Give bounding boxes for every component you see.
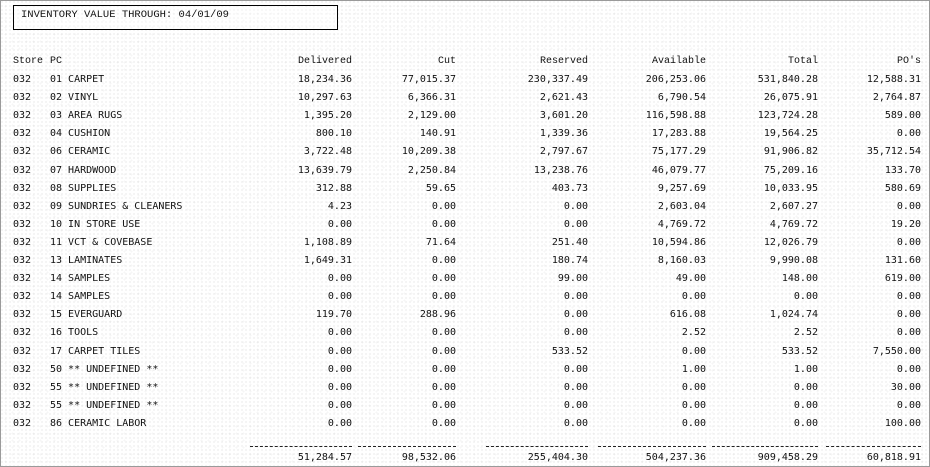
- table-row: [0, 198, 930, 216]
- cell-product-code: 86 CERAMIC LABOR: [50, 418, 147, 429]
- table-row: [0, 234, 930, 252]
- cell-total: 0.00: [793, 291, 818, 302]
- cell-cut: 0.00: [431, 273, 456, 284]
- cell-store: 032: [13, 327, 32, 338]
- cell-total: 0.00: [793, 400, 818, 411]
- total-available: 504,237.36: [645, 452, 706, 463]
- cell-available: 75,177.29: [651, 146, 706, 157]
- cell-pos: 30.00: [890, 382, 921, 393]
- table-row: [0, 288, 930, 306]
- cell-pos: 589.00: [884, 110, 921, 121]
- cell-cut: 0.00: [431, 364, 456, 375]
- column-header-pc: PC: [50, 56, 63, 67]
- cell-store: 032: [13, 291, 32, 302]
- totals-rule-cut: [358, 446, 456, 447]
- cell-pos: 619.00: [884, 273, 921, 284]
- cell-cut: 2,250.84: [407, 165, 456, 176]
- cell-pos: 7,550.00: [872, 346, 921, 357]
- cell-product-code: 16 TOOLS: [50, 327, 99, 338]
- cell-available: 0.00: [681, 382, 706, 393]
- cell-available: 206,253.06: [645, 74, 706, 85]
- total-reserved: 255,404.30: [527, 452, 588, 463]
- cell-reserved: 0.00: [563, 364, 588, 375]
- cell-store: 032: [13, 146, 32, 157]
- cell-store: 032: [13, 255, 32, 266]
- cell-delivered: 10,297.63: [297, 92, 352, 103]
- cell-total: 12,026.79: [763, 237, 818, 248]
- cell-reserved: 0.00: [563, 382, 588, 393]
- cell-pos: 100.00: [884, 418, 921, 429]
- total-total: 909,458.29: [757, 452, 818, 463]
- cell-product-code: 01 CARPET: [50, 74, 105, 85]
- cell-reserved: 0.00: [563, 291, 588, 302]
- column-header-store: Store: [13, 56, 44, 67]
- cell-total: 10,033.95: [763, 183, 818, 194]
- cell-total: 9,990.08: [769, 255, 818, 266]
- totals-rule-pos: [826, 446, 921, 447]
- cell-product-code: 14 SAMPLES: [50, 291, 111, 302]
- cell-delivered: 0.00: [327, 382, 352, 393]
- cell-pos: 0.00: [896, 364, 921, 375]
- cell-available: 49.00: [675, 273, 706, 284]
- cell-product-code: 06 CERAMIC: [50, 146, 111, 157]
- cell-delivered: 0.00: [327, 327, 352, 338]
- cell-reserved: 403.73: [551, 183, 588, 194]
- cell-product-code: 17 CARPET TILES: [50, 346, 141, 357]
- column-header-pos: PO's: [896, 56, 921, 67]
- cell-cut: 0.00: [431, 327, 456, 338]
- column-header-total: Total: [787, 56, 818, 67]
- cell-product-code: 03 AREA RUGS: [50, 110, 123, 121]
- cell-total: 1.00: [793, 364, 818, 375]
- totals-rule-available: [598, 446, 706, 447]
- cell-cut: 0.00: [431, 418, 456, 429]
- cell-total: 0.00: [793, 382, 818, 393]
- cell-product-code: 55 ** UNDEFINED **: [50, 400, 159, 411]
- cell-delivered: 0.00: [327, 219, 352, 230]
- cell-product-code: 55 ** UNDEFINED **: [50, 382, 159, 393]
- cell-product-code: 11 VCT & COVEBASE: [50, 237, 153, 248]
- table-row: [0, 306, 930, 324]
- cell-cut: 0.00: [431, 255, 456, 266]
- cell-reserved: 0.00: [563, 201, 588, 212]
- cell-reserved: 2,621.43: [539, 92, 588, 103]
- cell-store: 032: [13, 309, 32, 320]
- cell-delivered: 3,722.48: [303, 146, 352, 157]
- cell-delivered: 13,639.79: [297, 165, 352, 176]
- cell-product-code: 14 SAMPLES: [50, 273, 111, 284]
- cell-delivered: 0.00: [327, 273, 352, 284]
- total-delivered: 51,284.57: [297, 452, 352, 463]
- cell-total: 123,724.28: [757, 110, 818, 121]
- cell-store: 032: [13, 92, 32, 103]
- cell-store: 032: [13, 128, 32, 139]
- table-row: [0, 379, 930, 397]
- cell-total: 2,607.27: [769, 201, 818, 212]
- column-header-reserved: Reserved: [539, 56, 588, 67]
- cell-total: 148.00: [781, 273, 818, 284]
- cell-total: 75,209.16: [763, 165, 818, 176]
- cell-store: 032: [13, 110, 32, 121]
- cell-product-code: 09 SUNDRIES & CLEANERS: [50, 201, 183, 212]
- cell-pos: 0.00: [896, 309, 921, 320]
- cell-reserved: 1,339.36: [539, 128, 588, 139]
- table-row: [0, 252, 930, 270]
- cell-available: 0.00: [681, 400, 706, 411]
- cell-available: 0.00: [681, 291, 706, 302]
- cell-total: 1,024.74: [769, 309, 818, 320]
- cell-store: 032: [13, 418, 32, 429]
- cell-pos: 19.20: [890, 219, 921, 230]
- cell-available: 2,603.04: [657, 201, 706, 212]
- cell-total: 533.52: [781, 346, 818, 357]
- column-header-delivered: Delivered: [297, 56, 352, 67]
- cell-cut: 140.91: [419, 128, 456, 139]
- cell-reserved: 99.00: [557, 273, 588, 284]
- cell-available: 2.52: [681, 327, 706, 338]
- cell-delivered: 0.00: [327, 291, 352, 302]
- cell-available: 116,598.88: [645, 110, 706, 121]
- cell-reserved: 251.40: [551, 237, 588, 248]
- cell-pos: 2,764.87: [872, 92, 921, 103]
- cell-reserved: 533.52: [551, 346, 588, 357]
- table-row: [0, 270, 930, 288]
- cell-cut: 0.00: [431, 400, 456, 411]
- cell-delivered: 4.23: [327, 201, 352, 212]
- cell-store: 032: [13, 74, 32, 85]
- cell-pos: 12,588.31: [866, 74, 921, 85]
- cell-store: 032: [13, 273, 32, 284]
- cell-pos: 0.00: [896, 128, 921, 139]
- table-row: [0, 71, 930, 89]
- cell-available: 10,594.86: [651, 237, 706, 248]
- cell-available: 0.00: [681, 346, 706, 357]
- cell-delivered: 0.00: [327, 346, 352, 357]
- cell-product-code: 07 HARDWOOD: [50, 165, 117, 176]
- cell-cut: 6,366.31: [407, 92, 456, 103]
- cell-delivered: 119.70: [315, 309, 352, 320]
- cell-total: 91,906.82: [763, 146, 818, 157]
- cell-total: 2.52: [793, 327, 818, 338]
- cell-total: 26,075.91: [763, 92, 818, 103]
- cell-pos: 133.70: [884, 165, 921, 176]
- cell-store: 032: [13, 201, 32, 212]
- cell-product-code: 08 SUPPLIES: [50, 183, 117, 194]
- total-pos: 60,818.91: [866, 452, 921, 463]
- cell-pos: 0.00: [896, 237, 921, 248]
- report-title: INVENTORY VALUE THROUGH: 04/01/09: [13, 5, 338, 30]
- cell-reserved: 230,337.49: [527, 74, 588, 85]
- cell-reserved: 13,238.76: [533, 165, 588, 176]
- cell-store: 032: [13, 382, 32, 393]
- cell-reserved: 0.00: [563, 309, 588, 320]
- cell-delivered: 0.00: [327, 418, 352, 429]
- table-row: [0, 324, 930, 342]
- totals-rule-reserved: [486, 446, 588, 447]
- cell-available: 616.08: [669, 309, 706, 320]
- cell-cut: 0.00: [431, 346, 456, 357]
- cell-pos: 0.00: [896, 201, 921, 212]
- totals-rule-total: [712, 446, 818, 447]
- cell-store: 032: [13, 165, 32, 176]
- cell-delivered: 800.10: [315, 128, 352, 139]
- cell-available: 46,079.77: [651, 165, 706, 176]
- cell-delivered: 1,395.20: [303, 110, 352, 121]
- cell-reserved: 3,601.20: [539, 110, 588, 121]
- cell-available: 9,257.69: [657, 183, 706, 194]
- totals-row: [0, 449, 930, 467]
- cell-cut: 0.00: [431, 219, 456, 230]
- total-cut: 98,532.06: [401, 452, 456, 463]
- cell-cut: 71.64: [425, 237, 456, 248]
- cell-total: 19,564.25: [763, 128, 818, 139]
- cell-cut: 77,015.37: [401, 74, 456, 85]
- cell-reserved: 0.00: [563, 400, 588, 411]
- table-row: [0, 415, 930, 433]
- cell-available: 1.00: [681, 364, 706, 375]
- cell-product-code: 50 ** UNDEFINED **: [50, 364, 159, 375]
- cell-product-code: 13 LAMINATES: [50, 255, 123, 266]
- cell-pos: 0.00: [896, 291, 921, 302]
- table-row: [0, 107, 930, 125]
- cell-store: 032: [13, 400, 32, 411]
- cell-cut: 0.00: [431, 291, 456, 302]
- cell-store: 032: [13, 237, 32, 248]
- cell-pos: 0.00: [896, 327, 921, 338]
- column-header-row: [0, 53, 930, 71]
- cell-pos: 35,712.54: [866, 146, 921, 157]
- cell-store: 032: [13, 183, 32, 194]
- cell-available: 4,769.72: [657, 219, 706, 230]
- table-row: [0, 125, 930, 143]
- cell-pos: 131.60: [884, 255, 921, 266]
- cell-cut: 0.00: [431, 201, 456, 212]
- cell-store: 032: [13, 364, 32, 375]
- cell-available: 6,790.54: [657, 92, 706, 103]
- table-row: [0, 343, 930, 361]
- cell-reserved: 0.00: [563, 418, 588, 429]
- table-row: [0, 361, 930, 379]
- cell-product-code: 02 VINYL: [50, 92, 99, 103]
- table-row: [0, 162, 930, 180]
- cell-total: 531,840.28: [757, 74, 818, 85]
- cell-total: 4,769.72: [769, 219, 818, 230]
- cell-product-code: 10 IN STORE USE: [50, 219, 141, 230]
- cell-store: 032: [13, 219, 32, 230]
- cell-pos: 0.00: [896, 400, 921, 411]
- cell-reserved: 180.74: [551, 255, 588, 266]
- cell-delivered: 312.88: [315, 183, 352, 194]
- table-row: [0, 89, 930, 107]
- cell-available: 0.00: [681, 418, 706, 429]
- cell-reserved: 0.00: [563, 327, 588, 338]
- cell-total: 0.00: [793, 418, 818, 429]
- table-row: [0, 397, 930, 415]
- cell-reserved: 2,797.67: [539, 146, 588, 157]
- cell-available: 8,160.03: [657, 255, 706, 266]
- table-row: [0, 143, 930, 161]
- cell-delivered: 18,234.36: [297, 74, 352, 85]
- column-header-available: Available: [651, 56, 706, 67]
- cell-reserved: 0.00: [563, 219, 588, 230]
- cell-cut: 2,129.00: [407, 110, 456, 121]
- cell-available: 17,283.88: [651, 128, 706, 139]
- column-header-cut: Cut: [437, 56, 456, 67]
- table-row: [0, 216, 930, 234]
- table-row: [0, 180, 930, 198]
- cell-cut: 288.96: [419, 309, 456, 320]
- cell-cut: 0.00: [431, 382, 456, 393]
- cell-delivered: 1,649.31: [303, 255, 352, 266]
- cell-delivered: 0.00: [327, 364, 352, 375]
- cell-delivered: 0.00: [327, 400, 352, 411]
- cell-pos: 580.69: [884, 183, 921, 194]
- cell-product-code: 15 EVERGUARD: [50, 309, 123, 320]
- cell-cut: 59.65: [425, 183, 456, 194]
- totals-rule-delivered: [250, 446, 352, 447]
- cell-product-code: 04 CUSHION: [50, 128, 111, 139]
- cell-delivered: 1,108.89: [303, 237, 352, 248]
- cell-cut: 10,209.38: [401, 146, 456, 157]
- cell-store: 032: [13, 346, 32, 357]
